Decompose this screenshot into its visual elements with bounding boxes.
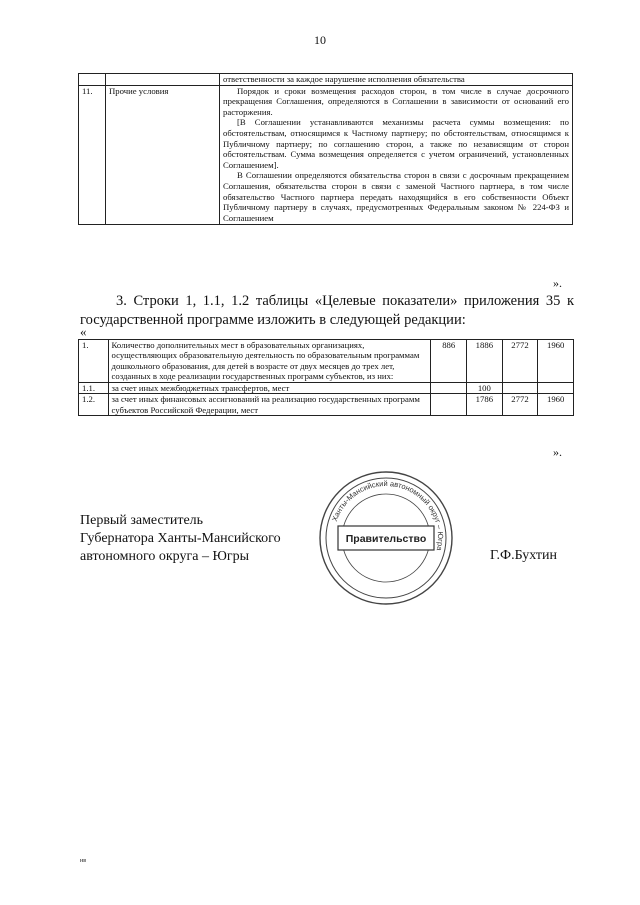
- table-row: [79, 340, 574, 383]
- row-description: за счет иных финансовых ассигнований на реализацию государственных программ субъектов Российской Федерации, мест: [108, 394, 431, 416]
- table-row: [79, 74, 573, 86]
- row-number: 11.: [79, 85, 106, 224]
- row-label: Прочие условия: [106, 85, 220, 224]
- row-number: 1.2.: [79, 394, 109, 416]
- value-cell: 1960: [538, 394, 574, 416]
- closing-quote: ».: [553, 445, 562, 459]
- paragraph-3: 3. Строки 1, 1.1, 1.2 таблицы «Целевые показатели» приложения 35 к государственной программе изложить в следующей редакции:: [80, 293, 574, 328]
- official-seal-icon: [316, 468, 456, 608]
- seal-center-text: Правительство: [345, 533, 427, 545]
- row-content: [220, 85, 573, 224]
- row-number: 1.: [79, 340, 109, 383]
- table-cell: ответственности за каждое нарушение исполнения обязательства: [220, 74, 573, 86]
- value-cell: [431, 382, 467, 393]
- page-number: 10: [314, 33, 326, 47]
- table-cell: [79, 74, 106, 86]
- value-cell: 2772: [502, 394, 538, 416]
- paragraph: Порядок и сроки возмещения расходов сторон, в том числе в случае досрочного прекращения Соглашения, определяются в Соглашении в зависимости от оснований его расторжения.: [223, 85, 569, 117]
- seal-ring-text: Ханты-Мансийский автономный округ – Югра: [329, 478, 446, 552]
- value-cell: 2772: [502, 340, 538, 383]
- value-cell: 1886: [467, 340, 503, 383]
- table-cell: [106, 74, 220, 86]
- value-cell: [431, 394, 467, 416]
- signatory-name: Г.Ф.Бухтин: [490, 548, 558, 563]
- value-cell: 100: [467, 382, 503, 393]
- target-indicators-table: [78, 339, 574, 416]
- table-row: [79, 394, 574, 416]
- value-cell: 886: [431, 340, 467, 383]
- row-description: Количество дополнительных мест в образовательных организациях, осуществляющих образовательную деятельность по образовательным программам дошкольного образования, для детей в возрасте от двух месяцев до трех лет, созданных в ходе реализации государственных программ субъектов, из них:: [108, 340, 431, 383]
- signature-title-line: автономного округа – Югры: [80, 549, 249, 564]
- conditions-table: [78, 73, 573, 225]
- row-number: 1.1.: [79, 382, 109, 393]
- closing-quote: ».: [553, 276, 562, 290]
- signature-title: [80, 512, 281, 566]
- table-row: [79, 85, 573, 224]
- value-cell: [538, 382, 574, 393]
- row-description: за счет иных межбюджетных трансфертов, мест: [108, 382, 431, 393]
- table-row: [79, 382, 574, 393]
- opening-quote: «: [80, 324, 87, 339]
- signature-title-line: Губернатора Ханты-Мансийского: [80, 531, 281, 546]
- paragraph: В Соглашении определяются обязательства сторон в связи с досрочным прекращением Соглашения, обязательства сторон в связи с заменой Частного партнера, в том числе обязательство Частного партнера передать находящийся в его собственности Объект Публичному партнеру в случаях, предусмотренных Федеральным законом № 224-ФЗ и Соглашением: [223, 170, 569, 223]
- value-cell: [502, 382, 538, 393]
- footer-mark: нв: [80, 858, 87, 864]
- paragraph: [В Соглашении устанавливаются механизмы расчета суммы возмещения: по обстоятельствам, относящимся к Частному партнеру; по обстоятельствам, относящимся к Публичному партнеру; по соглашению сторон, а также по независящим от сторон обстоятельствам. Сумма возмещения определяется с учетом ограничений, установленных Соглашением].: [223, 117, 569, 170]
- value-cell: 1786: [467, 394, 503, 416]
- value-cell: 1960: [538, 340, 574, 383]
- signature-title-line: Первый заместитель: [80, 513, 204, 528]
